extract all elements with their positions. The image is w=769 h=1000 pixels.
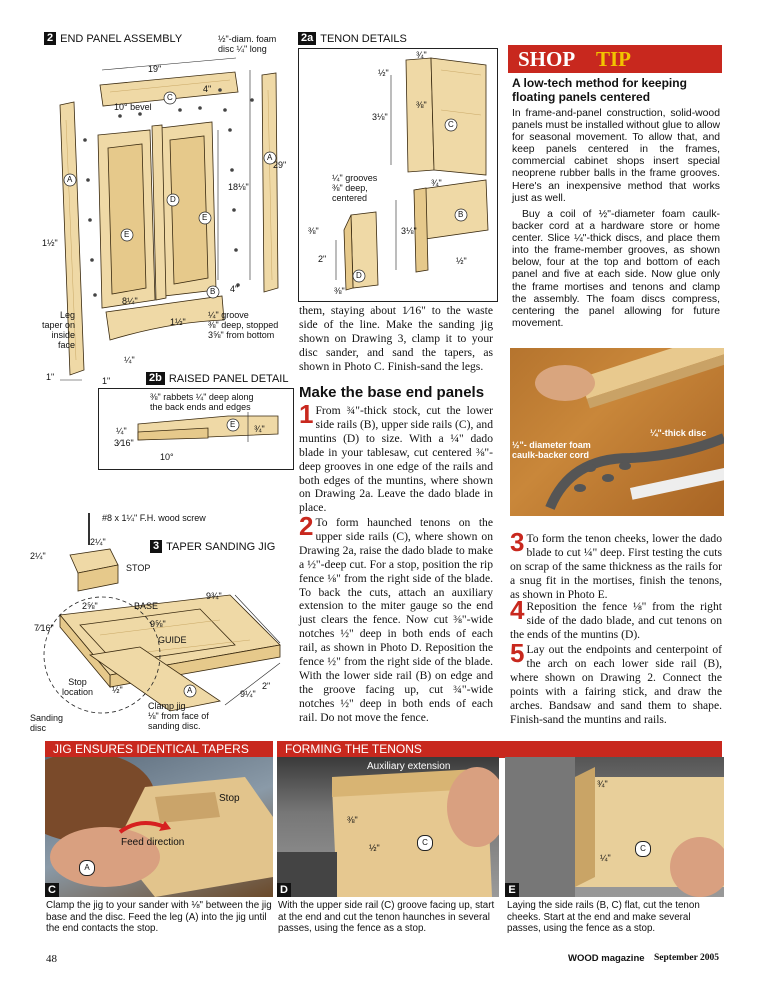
jig-drawing <box>30 505 298 735</box>
feed-direction-label: Feed direction <box>121 837 185 848</box>
tenons-bar: FORMING THE TENONS <box>277 741 722 758</box>
photo-d-illustration <box>277 757 499 897</box>
caption-c: Clamp the jig to your sander with ⅛" between the jig base and the disc. Feed the leg (A) into the jig until the end contacts the stop. <box>46 900 272 934</box>
dim-q: ¼" <box>116 426 127 436</box>
dim-quarter: ¼" <box>124 355 135 365</box>
section-heading: Make the base end panels <box>299 384 485 401</box>
dim-18: 18⅛" <box>228 182 249 192</box>
page-number: 48 <box>46 953 57 965</box>
shop-tip-para2: Buy a coil of ½"-diameter foam caulk-backer cord at a hardware store or home center. Slice ¼"-thick discs, and place them into the frame-member grooves, as shown below, four at the top and bottom of each panel and five at each side. Now glue only the frame mortises and tenons and clamp the assembly. The foam discs compress, centering the panel allowing for future movement. <box>512 209 720 329</box>
part-d-label: D <box>356 271 362 280</box>
step-text: To form the tenon cheeks, lower the dado blade to cut ¼" deep. First testing the cuts on scrap of the same thickness as the rails for a snug fit in the mortises, finish the tenons, as shown in Photo E. <box>510 532 722 601</box>
part-a-label: A <box>187 686 193 695</box>
rabbet-label: ⅜" rabbets ¼" deep along the back ends and edges <box>150 392 254 412</box>
dim-half: ½" <box>112 685 123 695</box>
disc-label: ¼"-thick disc <box>650 428 707 438</box>
dim-4: 4" <box>203 84 212 94</box>
dim-214a: 2¼" <box>90 537 106 547</box>
step-number: 5 <box>510 638 525 668</box>
shop-tip-banner <box>508 45 722 73</box>
dim-19: 19" <box>148 64 162 74</box>
figure-title: END PANEL ASSEMBLY <box>60 32 183 45</box>
shop-tip-para1: In frame-and-panel construction, solid-wood panels must be installed without glue to allow for seasonal movement. To allow that, and keep panels centered in the frames, commercial cabinet shops insert special neoprene rubber balls in the frame grooves. Here's an inexpensive method that works just as well. <box>512 108 720 204</box>
dim-716: 7⁄16" <box>34 623 54 633</box>
bevel-label: 10° bevel <box>114 102 152 112</box>
part-c-marker: C <box>417 835 433 851</box>
dim-2: 2" <box>262 681 271 691</box>
photo-letter: D <box>277 883 291 897</box>
dim-12: ½" <box>369 843 380 853</box>
part-b-label: B <box>458 210 464 219</box>
screw-label: #8 x 1¼" F.H. wood screw <box>102 513 206 523</box>
figure-number: 2a <box>298 32 316 45</box>
guide-label: GUIDE <box>158 635 187 645</box>
continuation-text: them, staying about 1⁄16" to the waste side of the line. Make the sanding jig shown on Drawing 3, clamp it to your disc sander, and sand the tapers, as shown in Photo C. Finish-sand the legs. <box>299 304 493 373</box>
raised-illustration <box>98 372 294 472</box>
figure-title: RAISED PANEL DETAIL <box>168 372 289 385</box>
part-e-label-right: E <box>202 213 208 222</box>
photo-c <box>45 757 273 897</box>
part-a-label: A <box>67 175 73 184</box>
tip-word: TIP <box>596 47 632 71</box>
tenon-drawing <box>296 30 501 302</box>
step-text: Lay out the endpoints and centerpoint of the arch on each lower side rail (B), where shown on Drawing 2. Connect the points with a fairing stick, and draw the arches. Bandsaw and sand them to shape. Finish-sand the muntins and rails. <box>510 643 722 726</box>
sanding-disc-label: Sanding disc <box>30 713 64 733</box>
stop-label: STOP <box>126 563 151 573</box>
dim-34: ¾" <box>597 779 608 789</box>
dim-38c: ⅜" <box>334 286 345 296</box>
taper-label: Leg taper on inside face <box>42 310 76 350</box>
step-1 <box>299 399 493 515</box>
dim-316: 3⁄16" <box>114 438 134 448</box>
dim-14: ¼" <box>600 853 611 863</box>
step-text: To form haunched tenons on the upper side rails (C), where shown on Drawing 2a, raise the dado blade to make a ½"-deep cut. For a stop, position the rip fence ⅛" from the right side of the blade. To back the cuts, attach an auxiliary extension to the miter gauge so the end just clears the fence. Now cut ⅜"-wide notches ½" deep in both ends of each rail, as shown in Photo D. Reposition the fence ½" from the right side of the blade. With the lower side rail (B) on edge and the groove facing up, cut ¾"-wide notches ½" deep in both ends of each rail. Do not move the fence. <box>299 516 493 724</box>
part-a-marker: A <box>79 860 95 876</box>
shop-word: SHOP <box>518 47 576 71</box>
photo-letter: C <box>45 883 59 897</box>
jig-bar: JIG ENSURES IDENTICAL TAPERS <box>45 741 273 758</box>
step-number: 4 <box>510 595 525 625</box>
step-number: 2 <box>299 511 314 541</box>
step-2 <box>299 511 493 725</box>
disc-label: ½"-diam. foam disc ¼" long <box>218 34 277 54</box>
raised-panel-drawing <box>98 372 294 472</box>
caption-e: Laying the side rails (B, C) flat, cut the tenon cheeks. Start at the end and make several passes, using the fence as a stop. <box>507 900 700 934</box>
photo-letter: E <box>505 883 519 897</box>
dim-318a: 3⅛" <box>372 112 388 122</box>
dim-deg: 10° <box>160 452 174 462</box>
dim-934: 9¾" <box>206 591 222 601</box>
dim-214b: 2¼" <box>30 551 46 561</box>
base-label: BASE <box>134 601 159 611</box>
step-number: 1 <box>299 399 314 429</box>
grooves-label: ¼" grooves ⅜" deep, centered <box>332 173 378 203</box>
figure-number: 3 <box>150 540 162 553</box>
step-text: From ¾"-thick stock, cut the lower side rails (B), upper side rails (C), and muntins (D) to size. With a ¼" dado blade in your tablesaw, cut centered ⅜"-deep grooves in one edge of the rails and both edges of the muntins, where shown on Drawing 2a. Leave the dado blade in place. <box>299 404 493 515</box>
dim-e34: ¾" <box>254 424 265 434</box>
dim-316b: 3⅛" <box>401 226 417 236</box>
figure-number: 2b <box>146 372 165 385</box>
dim-38: ⅜" <box>347 815 358 825</box>
dim-38b: ⅜" <box>308 226 319 236</box>
dim-12a: ½" <box>378 68 389 78</box>
stop-label: Stop <box>219 793 240 804</box>
step-text: Reposition the fence ⅛" from the right side of the dado blade, and cut tenons on the ends of the muntins (D). <box>510 600 722 641</box>
end-panel-drawing <box>40 30 295 390</box>
photo-c-illustration <box>45 757 273 897</box>
dim-1b: 1" <box>102 376 111 386</box>
part-e-label: E <box>124 230 130 239</box>
photo-e-illustration <box>505 757 724 897</box>
photo-d <box>277 757 499 897</box>
dim-29: 29" <box>273 160 287 170</box>
tenon-illustration <box>296 30 501 302</box>
dim-12b: ½" <box>456 256 467 266</box>
dim-4b: 4" <box>230 284 239 294</box>
part-c-label: C <box>448 120 454 129</box>
dim-2: 2" <box>318 254 327 264</box>
issue-date: September 2005 <box>654 953 719 963</box>
figure-title: TAPER SANDING JIG <box>166 540 276 553</box>
auxiliary-extension-label: Auxiliary extension <box>367 761 451 772</box>
dim-914: 9¼" <box>240 689 256 699</box>
part-c-marker: C <box>635 841 651 857</box>
dim-916: 9⅝" <box>150 619 166 629</box>
photo-e <box>505 757 724 897</box>
clamp-label: Clamp jig ⅛" from face of sanding disc. <box>148 701 209 731</box>
part-a-label-right: A <box>267 153 273 162</box>
part-d-label: D <box>170 195 176 204</box>
stop-location-label: Stop location <box>62 677 94 697</box>
dim-1-half-b: 1½" <box>170 317 186 327</box>
groove-label: ¼" groove ⅜" deep, stopped 3⅝" from bottom <box>208 310 279 340</box>
caption-d: With the upper side rail (C) groove facing up, start at the end and cut the tenon haunches in several passes, using the fence as a stop. <box>278 900 495 934</box>
magazine-name: WOOD magazine <box>568 953 645 964</box>
step-5 <box>510 638 722 726</box>
step-number: 3 <box>510 527 525 557</box>
part-c-label: C <box>167 93 173 102</box>
step-3 <box>510 527 722 602</box>
dim-8: 8¼" <box>122 296 138 306</box>
dim-34a: ¾" <box>416 50 427 60</box>
figure-number: 2 <box>44 32 56 45</box>
figure-title: TENON DETAILS <box>320 32 407 45</box>
dim-258: 2⅝" <box>82 601 98 611</box>
dim-1a: 1" <box>46 372 55 382</box>
step-4 <box>510 595 722 642</box>
dim-1-half: 1½" <box>42 238 58 248</box>
shop-tip-photo <box>510 348 724 516</box>
shop-tip-heading: A low-tech method for keeping floating panels centered <box>512 76 687 104</box>
dim-34b: ¾" <box>431 178 442 188</box>
dim-38a: ⅜" <box>416 100 427 110</box>
cord-label: ½"- diameter foam caulk-backer cord <box>512 440 591 460</box>
part-e-label: E <box>230 420 236 429</box>
part-b-label: B <box>210 287 216 296</box>
